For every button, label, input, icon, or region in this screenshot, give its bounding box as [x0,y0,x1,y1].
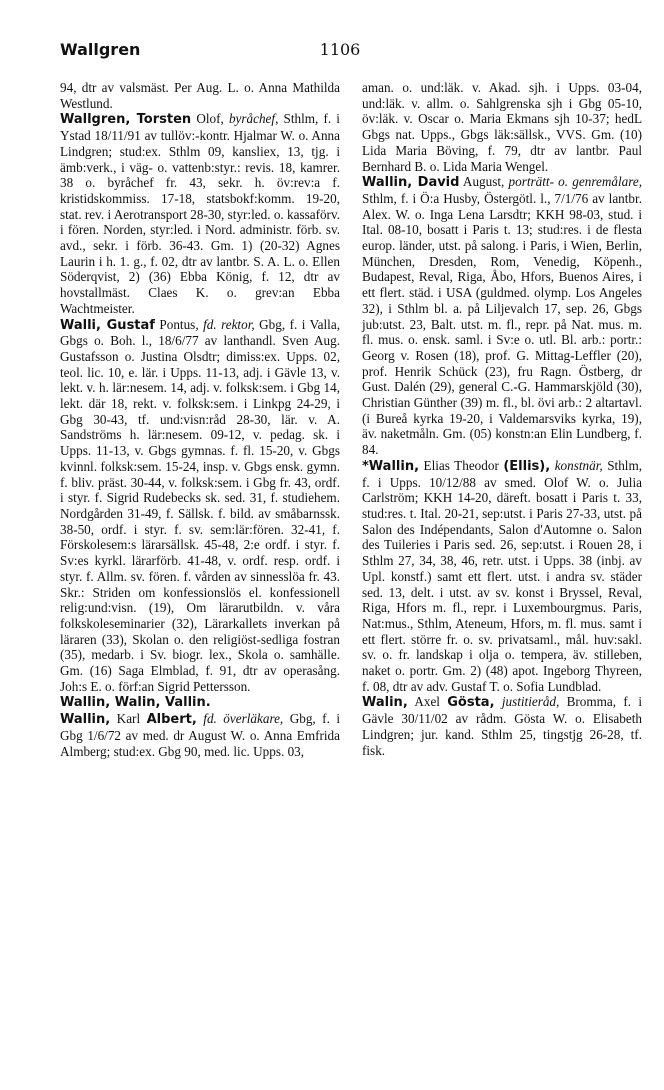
entry-wallin-ellis: *Wallin, Elias Theodor (Ellis), konstnär, Sthlm, f. i Upps. 10/12/88 av smed. Olof W. o. Julia Carlström; KKH 14-20, däreft. bosatt i Paris t. 33, stud:res. t. Ital. 20-21, sep:utst. i Paris 27-33, utst. på Salon des Indépendants, Salon d'Automne o. Salon des Tuileries i Paris sed. 26, sep:utst. i Rouen 28, i Sthlm 27, 34, 38, 46, retr. utst. i Upps. 38 (inbj. av Upl. konstf.) samt ett flert. utst. i andra sv. städer sed. 13, delt. i utst. av sv. konst i Bryssel, Reval, Riga, Hfors m. fl., repr. i Luxembourgmus. Paris, Nat:mus., Sthlm, Ateneum, Hfors, m. fl. mus. samt i ett flert. större fr. o. sv. privatsaml., mål. huv:sakl. sv. o. fr. landskap i olja o. tempera, äv. stilleben, naket o. portr. Gm. 2) (48) apot. Ingeborg Thyreen, f. 08, dtr av adv. Gustaf T. o. Sofia Lundblad. [362,457,643,694]
entry-given-name: (Ellis), [503,458,551,474]
entry-title: fd. överläkare, [203,711,284,727]
running-head: Wallgren [60,40,141,59]
entry-walli-gustaf: Walli, Gustaf Pontus, fd. rektor, Gbg, f. i Valla, Gbgs o. Boh. l., 18/6/77 av lanthandl. Sven Aug. Gustafsson o. Justina Olsdtr; dimiss:ex. Upps. 02, teol. lic. 10, e. lär. i Upps. 11-13, adj. i Gävle 13, v. lekt. v. h. lär:nesem. 14, adj. v. folksk:sem. i Gbg 14, lekt. där 18, rekt. v. folksk:sem. i Linkpg 24-29, i Gbg 30-43, tf. und:visn:råd 28-30, lär. v. A. Sandströms h. lär:nesem. 09-12, v. pedag. sk. i Upps. 11-13, v. Gbgs gymnas. f. fl. 15-20, v. Gbgs kvinnl. folksk:sem. 15-24, insp. v. Gbgs ensk. gymn. f. bliv. präst. 30-44, v. folksk:sem. i Gbg fr. 43, ordf. i styr. f. Sigrid Rudebecks sk. sed. 31, f. studiehem. Nordgården 31-49, f. Sällsk. f. bild. av småbarnssk. 38-50, ordf. i styr. f. sv. sem:lär:fören. 32-41, f. Förskolesem:s lärarsällsk. 45-48, 2:e ordf. i styr. f. Sv:es kyrkl. lärarförb. 41-48, v. ordf. resp. ordf. i styr. f. Allm. sv. fören. f. vården av sinnesslöa fr. 43. Skr.: Striden om konfessionslös el. konfessionell relig:und:visn. (19), Om lärarutbildn. v. våra folkskoleseminarier (32), Lärarkallets inverkan på läraren (33), Skolan o. den religiöst-sedliga fostran (35), medarb. i Sv. biogr. lex., Skola o. samhälle. Gm. (16) Saga Elmblad, f. 91, dtr av operasång. Joh:s E. o. förf:an Sigrid Pettersson. [60,316,340,694]
entry-headword: Wallin, Walin, Vallin. [60,695,211,711]
entry-title: fd. rektor, [203,316,255,332]
right-column [362,80,642,758]
page-header [60,40,620,64]
entry-headword: Walli, Gustaf [60,317,155,333]
entry-title: porträtt- o. genremålare, [508,174,642,190]
left-column [60,80,340,759]
entry-headword: Walin, [362,695,408,711]
entry-walin-gosta: Walin, Axel Gösta, justitieråd, Bromma, f. i Gävle 30/11/02 av rådm. Gösta W. o. Elisabeth Lindgren; jur. kand. Sthlm 25, tingstjg 26-28, tf. fisk. [362,694,642,758]
entry-headword: Wallgren, Torsten [60,112,192,128]
entry-headword: Wallin, [60,712,111,728]
entry-title: justitieråd, [501,694,560,710]
entry-title: konstnär, [554,457,603,473]
continuation-paragraph: aman. o. und:läk. v. Akad. sjh. i Upps. 03-04, und:läk. v. allm. o. Sahlgrenska sjh i Gbg 05-10, öv:läk. v. Oscar o. Maria Ekmans sjh 10-37; hedL Gbgs nat. Upps., Gbgs läk:sällsk., VVS. Gm. (10) Lida Maria Böving, f. 79, dtr av lantbr. Paul Bernhard B. o. Lida Maria Wengel. [362,80,642,174]
entry-given-name: Albert, [146,712,197,728]
entry-given-name: Gösta, [447,695,495,711]
entry-wallgren-torsten: Wallgren, Torsten Olof, byråchef, Sthlm, f. i Ystad 18/11/91 av tullöv:-kontr. Hjalmar W. o. Anna Lindgren; stud:ex. Sthlm 09, kansliex, 13, tjg. i ämb:verk., i väg- o. vattenb:styr.: revis. 18, kamrer. 38 o. byråchef fr. 43, sekr. h. öv:rev:a f. kristidskommiss. 17-18, statsbokf:komm. 19-20, stat. rev. i Aerotransport 28-30, styr:led. o. kassaförv. i fören. Norden, styr:led. i Nord. administr. förb. sv. avd., sekr. i förb. 36-43. Gm. 1) (20-32) Agnes Laurin i h. 1. g., f. 02, dtr av lantbr. S. A. L. o. Ellen Söderqvist, 2) (36) Ebba König, f. 12, dtr av hovstallmäst. Claes K. o. grev:an Ebba Wachtmeister. [60,111,340,316]
entry-headword: *Wallin, [362,458,420,474]
entry-wallin-albert: Wallin, Karl Albert, fd. överläkare, Gbg, f. i Gbg 1/6/72 av med. dr August W. o. Anna Emfrida Almberg; stud:ex. Gbg 90, med. lic. Upps. 03, [60,711,340,759]
page-number: 1106 [319,40,361,59]
entry-headword: Wallin, David [362,175,460,191]
entry-wallin-david: Wallin, David August, porträtt- o. genremålare, Sthlm, f. i Ö:a Husby, Östergötl. l., 7/1/76 av lantbr. Alex. W. o. Inga Lena Larsdtr; KKH 98-03, stud. i Ital. 08-10, bosatt i Paris t. 13; stud:res. i de flesta europ. länder, utst. på salong. i Paris, i Wien, Berlin, München, Dresden, Rom, Venedig, Köpenh., Budapest, Reval, Riga, Åbo, Hfors, Buenos Aires, i ett flert. städ. i USA (guldmed. olymp. Los Angeles 32), i Sthlm bl. a. på Liljevalch 17, sep. 26, Gbgs jub:utst. 23, Balt. utst. m. fl., repr. på Nat. mus. m. fl. mus. o. ensk. saml. i Sv:e o. utl. Bl. arb.: portr.: Georg v. Rosen (18), prof. G. Mittag-Leffler (20), prof. Henrik Schück (23), fru Ragn. Östberg, dr Gust. Dalén (29), general C.-G. Hammarskjöld (30), Christian Günther (39) m. fl., bl. övi arb.: 2 altartavl. (i Bureå kyrka 19-20, i Valdemarsviks kyrka, 19), äv. naketmåln. Gm. (05) konstn:an Elin Lundberg, f. 84. [362,174,642,458]
entry-title: byråchef, [228,111,279,127]
cross-reference-wallin [60,694,340,711]
continuation-paragraph: 94, dtr av valsmäst. Per Aug. L. o. Anna Mathilda Westlund. [60,80,340,111]
